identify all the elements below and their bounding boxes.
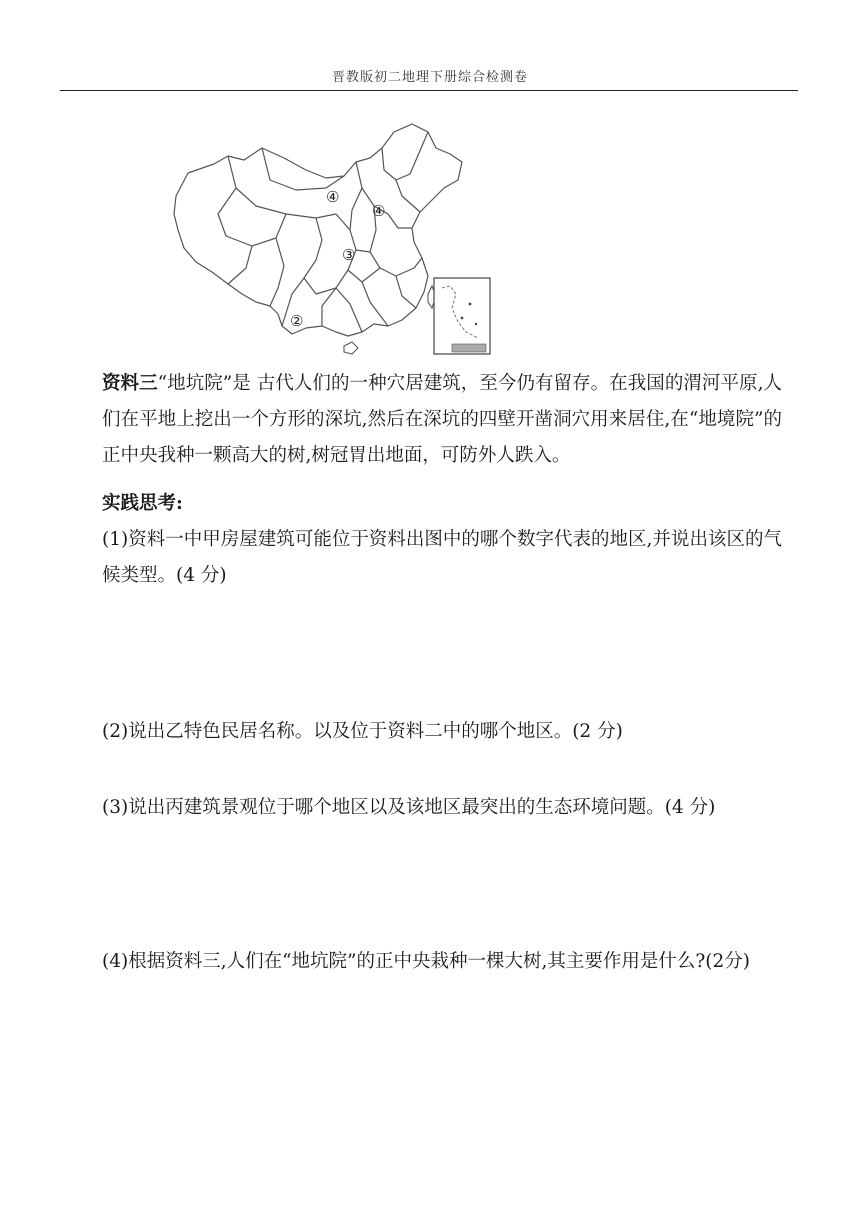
header-divider xyxy=(60,90,798,91)
question-2 xyxy=(102,714,782,750)
practice-section xyxy=(102,486,782,522)
question-4-text: (4)根据资料三,人们在“地坑院”的正中央栽种一棵大树,其主要作用是什么?(2分) xyxy=(102,951,751,972)
map-label-4-lower: ④ xyxy=(372,202,386,220)
question-3-text: (3)说出丙建筑景观位于哪个地区以及该地区最突出的生态环境问题。(4 分) xyxy=(102,797,716,818)
header-title: 晋教版初二地理下册综合检测卷 xyxy=(331,70,528,85)
question-2-text: (2)说出乙特色民居名称。以及位于资料二中的哪个地区。(2 分) xyxy=(102,721,623,742)
question-1 xyxy=(102,522,782,594)
map-label-3: ③ xyxy=(342,246,356,264)
material-three xyxy=(102,366,782,474)
china-map-figure xyxy=(166,118,496,358)
question-1-text: (1)资料一中甲房屋建筑可能位于资料出图中的哪个数字代表的地区,并说出该区的气候类型。(4 分) xyxy=(102,529,782,586)
material-three-text: “地坑院”是 古代人们的一种穴居建筑，至今仍有留存。在我国的渭河平原,人们在平地上挖出一个方形的深坑,然后在深坑的四壁开凿洞穴用来居住,在“地境院”的正中央我种一颗高大的树,树冠胃出地面，可防外人跌入。 xyxy=(102,373,782,466)
map-label-4-upper: ④ xyxy=(326,188,340,206)
practice-heading: 实践思考: xyxy=(102,493,183,514)
material-three-heading: 资料三 xyxy=(102,373,158,394)
question-4 xyxy=(102,944,782,980)
material-three-paragraph xyxy=(102,366,782,474)
question-3 xyxy=(102,790,782,826)
map-label-2: ② xyxy=(290,312,304,330)
china-map-icon xyxy=(166,118,496,358)
